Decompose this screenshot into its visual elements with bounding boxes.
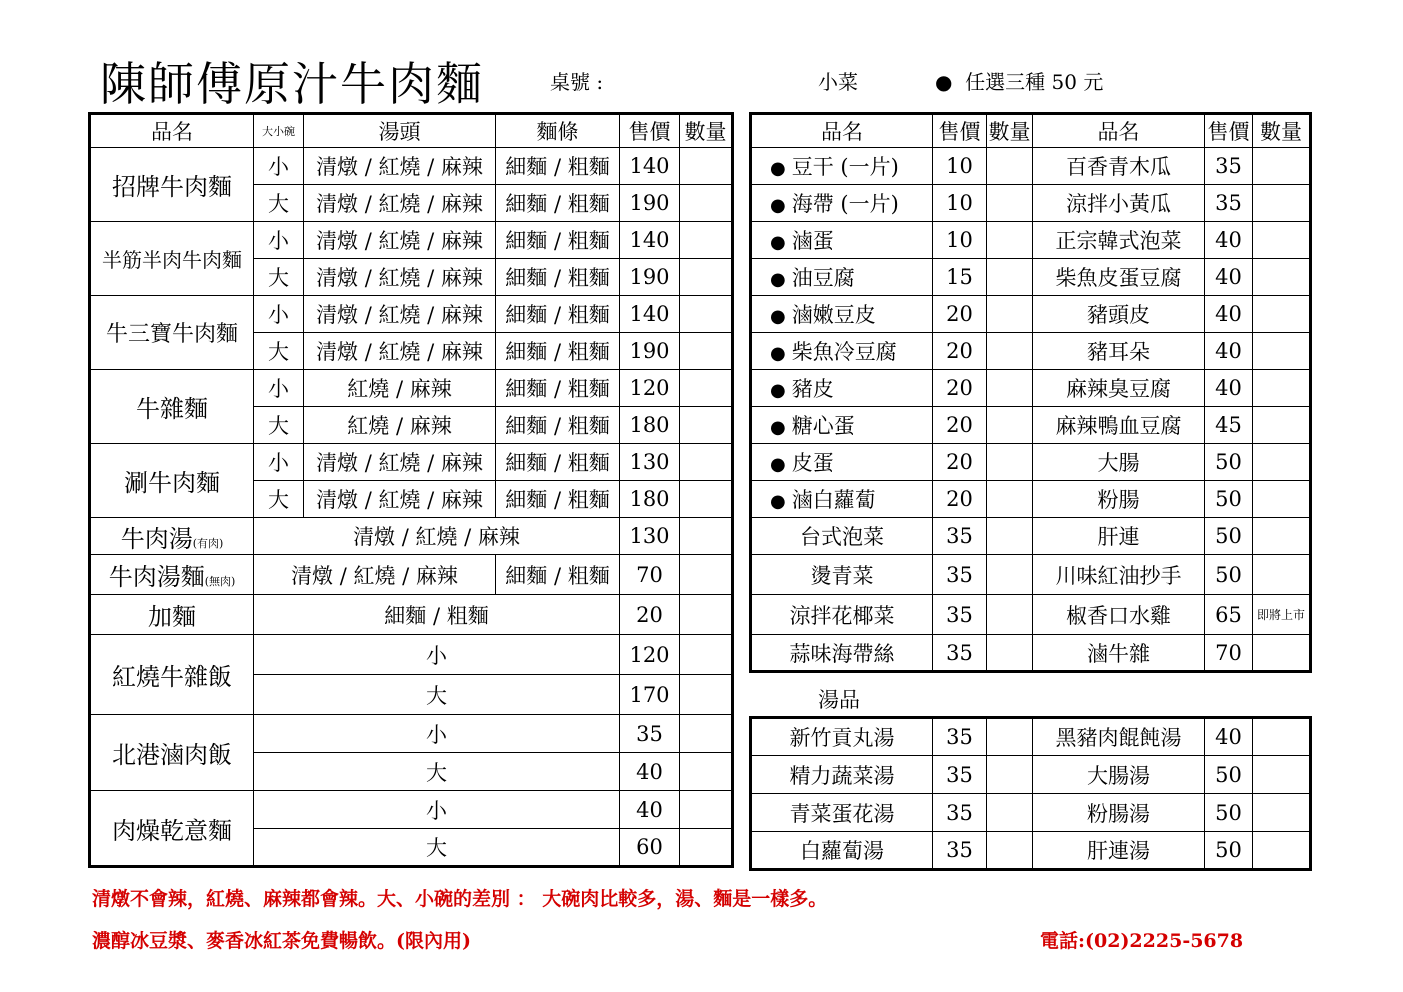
noodle-options: 細麵 / 粗麵 [496, 259, 620, 296]
price: 20 [933, 333, 987, 370]
price: 190 [620, 259, 680, 296]
size-large: 大 [254, 481, 304, 518]
size-small: 小 [254, 635, 620, 675]
item-name: ● 柴魚冷豆腐 [751, 333, 933, 370]
item-name: 肝連湯 [1033, 832, 1205, 870]
item-name: 涼拌花椰菜 [751, 595, 933, 635]
footer-phone: 電話:(02)2225-5678 [1040, 930, 1244, 952]
price: 20 [933, 444, 987, 481]
qty-cell[interactable] [987, 718, 1033, 756]
price: 35 [933, 756, 987, 794]
price: 140 [620, 222, 680, 259]
bullet-icon: ● [770, 417, 786, 438]
price: 20 [933, 370, 987, 407]
price: 190 [620, 333, 680, 370]
item-name: 粉腸湯 [1033, 794, 1205, 832]
size-small: 小 [254, 715, 620, 753]
item-name: ● 豬皮 [751, 370, 933, 407]
qty-cell[interactable] [987, 148, 1033, 185]
header-price: 售價 [933, 114, 987, 148]
qty-cell[interactable] [987, 222, 1033, 259]
price: 180 [620, 407, 680, 444]
bullet-icon: ● [770, 158, 786, 179]
price: 35 [933, 595, 987, 635]
price: 35 [933, 794, 987, 832]
soups-body [751, 718, 1311, 870]
qty-cell[interactable] [987, 794, 1033, 832]
size-large: 大 [254, 675, 620, 715]
qty-cell[interactable] [1253, 407, 1311, 444]
size-small: 小 [254, 222, 304, 259]
item-name: 紅燒牛雜飯 [90, 635, 254, 715]
side-offer: ● 任選三種 50 元 [935, 70, 1104, 94]
price: 20 [933, 481, 987, 518]
qty-cell[interactable] [680, 222, 733, 259]
noodle-options: 細麵 / 粗麵 [496, 481, 620, 518]
qty-cell[interactable] [1253, 444, 1311, 481]
table-row [751, 222, 1311, 259]
restaurant-title: 陳師傅原汁牛肉麵 [100, 57, 484, 111]
price: 120 [620, 370, 680, 407]
table-row [90, 555, 733, 595]
price: 60 [620, 829, 680, 867]
item-name: 半筋半肉牛肉麵 [90, 222, 254, 296]
qty-cell[interactable] [680, 148, 733, 185]
table-row [751, 333, 1311, 370]
qty-cell[interactable] [680, 753, 733, 791]
price: 10 [933, 185, 987, 222]
header-qty: 數量 [987, 114, 1033, 148]
coming-soon-note: 即將上市 [1256, 607, 1305, 622]
qty-cell[interactable] [680, 444, 733, 481]
item-name: 牛肉湯(有肉) [90, 518, 254, 555]
qty-cell[interactable] [987, 555, 1033, 595]
price: 50 [1205, 444, 1253, 481]
header-price: 售價 [1205, 114, 1253, 148]
price: 35 [933, 635, 987, 672]
item-name: 豬頭皮 [1033, 296, 1205, 333]
table-row [90, 791, 733, 829]
qty-cell[interactable] [1253, 794, 1311, 832]
price: 10 [933, 148, 987, 185]
soups-table [749, 716, 1312, 871]
qty-cell[interactable] [680, 595, 733, 635]
price: 35 [933, 832, 987, 870]
item-name: ● 糖心蛋 [751, 407, 933, 444]
table-row [751, 185, 1311, 222]
item-name: ● 滷蛋 [751, 222, 933, 259]
price: 20 [933, 296, 987, 333]
qty-cell[interactable] [987, 481, 1033, 518]
noodle-options: 細麵 / 粗麵 [496, 222, 620, 259]
item-name: 肉燥乾意麵 [90, 791, 254, 867]
qty-cell[interactable] [987, 635, 1033, 672]
qty-cell[interactable] [1253, 222, 1311, 259]
item-name: 黑豬肉餛飩湯 [1033, 718, 1205, 756]
qty-cell[interactable] [1253, 718, 1311, 756]
header-bowl: 大小碗 [254, 114, 304, 148]
table-row [751, 370, 1311, 407]
qty-cell[interactable] [680, 791, 733, 829]
qty-cell[interactable] [1253, 296, 1311, 333]
item-name: ● 皮蛋 [751, 444, 933, 481]
noodle-menu-table [88, 112, 734, 868]
qty-cell[interactable] [1253, 185, 1311, 222]
size-large: 大 [254, 259, 304, 296]
qty-cell[interactable] [1253, 595, 1311, 635]
soup-options: 清燉 / 紅燒 / 麻辣 [304, 444, 496, 481]
table-row [90, 370, 733, 407]
qty-cell[interactable] [680, 555, 733, 595]
price: 50 [1205, 832, 1253, 870]
table-row [751, 259, 1311, 296]
soup-options: 清燉 / 紅燒 / 麻辣 [304, 481, 496, 518]
header-qty: 數量 [1253, 114, 1311, 148]
price: 40 [1205, 259, 1253, 296]
bullet-icon: ● [770, 454, 786, 475]
item-name: ● 油豆腐 [751, 259, 933, 296]
soup-options: 清燉 / 紅燒 / 麻辣 [304, 222, 496, 259]
item-name: ● 豆干 (一片) [751, 148, 933, 185]
price: 140 [620, 148, 680, 185]
price: 20 [620, 595, 680, 635]
noodle-options: 細麵 / 粗麵 [496, 148, 620, 185]
qty-cell[interactable] [680, 518, 733, 555]
qty-cell[interactable] [1253, 555, 1311, 595]
price: 50 [1205, 481, 1253, 518]
qty-cell[interactable] [987, 756, 1033, 794]
qty-cell[interactable] [680, 481, 733, 518]
item-name: 滷牛雜 [1033, 635, 1205, 672]
bullet-icon: ● [770, 343, 786, 364]
table-row [90, 296, 733, 333]
item-name: 加麵 [90, 595, 254, 635]
item-name: 百香青木瓜 [1033, 148, 1205, 185]
side-dishes-table [749, 112, 1312, 673]
soup-options: 清燉 / 紅燒 / 麻辣 [304, 259, 496, 296]
item-name: 白蘿蔔湯 [751, 832, 933, 870]
price: 40 [620, 791, 680, 829]
table-row [90, 715, 733, 753]
noodle-options: 細麵 / 粗麵 [496, 370, 620, 407]
price: 35 [933, 718, 987, 756]
table-row [90, 635, 733, 675]
qty-cell[interactable] [1253, 333, 1311, 370]
table-row [90, 518, 733, 555]
soups-label: 湯品 [818, 688, 860, 712]
price: 65 [1205, 595, 1253, 635]
size-large: 大 [254, 185, 304, 222]
bullet-icon: ● [935, 70, 953, 94]
noodle-options: 細麵 / 粗麵 [496, 185, 620, 222]
item-name: 北港滷肉飯 [90, 715, 254, 791]
qty-cell[interactable] [1253, 518, 1311, 555]
price: 35 [933, 518, 987, 555]
qty-cell[interactable] [987, 259, 1033, 296]
price: 130 [620, 518, 680, 555]
price: 180 [620, 481, 680, 518]
table-row [751, 148, 1311, 185]
price: 50 [1205, 794, 1253, 832]
side-dishes-label: 小菜 [818, 70, 858, 94]
qty-cell[interactable] [987, 185, 1033, 222]
item-name: 青菜蛋花湯 [751, 794, 933, 832]
price: 50 [1205, 518, 1253, 555]
qty-cell[interactable] [1253, 635, 1311, 672]
price: 40 [1205, 370, 1253, 407]
price: 40 [620, 753, 680, 791]
size-small: 小 [254, 148, 304, 185]
footer-note-spicy: 清燉不會辣，紅燒、麻辣都會辣。大、小碗的差別 ： 大碗肉比較多，湯、麵是一樣多。 [92, 888, 828, 910]
price: 40 [1205, 718, 1253, 756]
side-dishes-body [751, 148, 1311, 672]
header-name: 品名 [1033, 114, 1205, 148]
footer-note-drinks: 濃醇冰豆漿、麥香冰紅茶免費暢飲。(限內用) [92, 930, 471, 952]
qty-cell[interactable] [987, 444, 1033, 481]
table-header [751, 114, 1311, 148]
item-name: ● 海帶 (一片) [751, 185, 933, 222]
qty-cell[interactable] [680, 370, 733, 407]
table-row [90, 148, 733, 185]
item-name: 涼拌小黃瓜 [1033, 185, 1205, 222]
soup-options: 清燉 / 紅燒 / 麻辣 [254, 518, 620, 555]
item-name: 肝連 [1033, 518, 1205, 555]
qty-cell[interactable] [680, 296, 733, 333]
price: 15 [933, 259, 987, 296]
bullet-icon: ● [770, 306, 786, 327]
qty-cell[interactable] [987, 518, 1033, 555]
item-note: (有肉) [192, 536, 224, 550]
qty-cell[interactable] [1253, 832, 1311, 870]
price: 120 [620, 635, 680, 675]
price: 35 [620, 715, 680, 753]
price: 10 [933, 222, 987, 259]
soup-options: 清燉 / 紅燒 / 麻辣 [304, 148, 496, 185]
table-row [751, 595, 1311, 635]
price: 40 [1205, 222, 1253, 259]
table-row [751, 832, 1311, 870]
price: 40 [1205, 296, 1253, 333]
item-name: 豬耳朵 [1033, 333, 1205, 370]
item-name: 新竹貢丸湯 [751, 718, 933, 756]
header-noodle: 麵條 [496, 114, 620, 148]
price: 70 [1205, 635, 1253, 672]
bullet-icon: ● [770, 195, 786, 216]
item-name: 粉腸 [1033, 481, 1205, 518]
bullet-icon: ● [770, 232, 786, 253]
price: 170 [620, 675, 680, 715]
soup-options: 紅燒 / 麻辣 [304, 370, 496, 407]
price: 35 [933, 555, 987, 595]
qty-cell[interactable] [1253, 148, 1311, 185]
qty-cell[interactable] [987, 407, 1033, 444]
qty-cell[interactable] [987, 296, 1033, 333]
item-name: ● 滷嫩豆皮 [751, 296, 933, 333]
table-row [751, 635, 1311, 672]
item-name: 柴魚皮蛋豆腐 [1033, 259, 1205, 296]
price: 35 [1205, 185, 1253, 222]
soup-options: 清燉 / 紅燒 / 麻辣 [254, 555, 496, 595]
size-large: 大 [254, 407, 304, 444]
qty-cell[interactable] [680, 333, 733, 370]
qty-cell[interactable] [987, 595, 1033, 635]
table-row [90, 595, 733, 635]
size-small: 小 [254, 370, 304, 407]
qty-cell[interactable] [680, 635, 733, 675]
table-row [751, 718, 1311, 756]
size-small: 小 [254, 791, 620, 829]
item-name: 麻辣鴨血豆腐 [1033, 407, 1205, 444]
size-small: 小 [254, 296, 304, 333]
noodle-options: 細麵 / 粗麵 [496, 444, 620, 481]
header-qty: 數量 [680, 114, 733, 148]
table-row [751, 794, 1311, 832]
price: 70 [620, 555, 680, 595]
item-name: 大腸湯 [1033, 756, 1205, 794]
soup-options: 清燉 / 紅燒 / 麻辣 [304, 296, 496, 333]
qty-cell[interactable] [1253, 481, 1311, 518]
item-note: (無肉) [204, 575, 236, 588]
size-large: 大 [254, 829, 620, 867]
header-soup: 湯頭 [304, 114, 496, 148]
bullet-icon: ● [770, 380, 786, 401]
qty-cell[interactable] [680, 185, 733, 222]
table-row [751, 555, 1311, 595]
soup-options: 清燉 / 紅燒 / 麻辣 [304, 333, 496, 370]
price: 190 [620, 185, 680, 222]
size-large: 大 [254, 333, 304, 370]
qty-cell[interactable] [987, 333, 1033, 370]
qty-cell[interactable] [680, 259, 733, 296]
bullet-icon: ● [770, 269, 786, 290]
table-row [751, 756, 1311, 794]
noodle-options: 細麵 / 粗麵 [496, 407, 620, 444]
table-row [751, 444, 1311, 481]
qty-cell[interactable] [680, 829, 733, 867]
header-name: 品名 [751, 114, 933, 148]
item-name: 燙青菜 [751, 555, 933, 595]
noodle-options: 細麵 / 粗麵 [496, 333, 620, 370]
price: 35 [1205, 148, 1253, 185]
price: 50 [1205, 555, 1253, 595]
noodle-options: 細麵 / 粗麵 [496, 555, 620, 595]
table-header [90, 114, 733, 148]
qty-cell[interactable] [680, 675, 733, 715]
soup-options: 清燉 / 紅燒 / 麻辣 [304, 185, 496, 222]
item-name: 大腸 [1033, 444, 1205, 481]
price: 20 [933, 407, 987, 444]
table-row [751, 481, 1311, 518]
table-row [90, 444, 733, 481]
item-name: 牛肉湯麵(無肉) [90, 555, 254, 595]
price: 130 [620, 444, 680, 481]
item-name: 招牌牛肉麵 [90, 148, 254, 222]
header-price: 售價 [620, 114, 680, 148]
item-name: ● 滷白蘿蔔 [751, 481, 933, 518]
item-name: 蒜味海帶絲 [751, 635, 933, 672]
price: 140 [620, 296, 680, 333]
table-row [751, 518, 1311, 555]
bullet-icon: ● [770, 491, 786, 512]
item-name: 正宗韓式泡菜 [1033, 222, 1205, 259]
size-small: 小 [254, 444, 304, 481]
qty-cell[interactable] [1253, 370, 1311, 407]
item-name: 椒香口水雞 [1033, 595, 1205, 635]
qty-cell[interactable] [680, 407, 733, 444]
qty-cell[interactable] [987, 370, 1033, 407]
table-row [751, 296, 1311, 333]
soup-options: 紅燒 / 麻辣 [304, 407, 496, 444]
noodle-options: 細麵 / 粗麵 [254, 595, 620, 635]
table-number-label: 桌號 : [550, 70, 604, 94]
item-name: 牛三寶牛肉麵 [90, 296, 254, 370]
price: 50 [1205, 756, 1253, 794]
size-large: 大 [254, 753, 620, 791]
item-name: 精力蔬菜湯 [751, 756, 933, 794]
table-row [751, 407, 1311, 444]
noodle-options: 細麵 / 粗麵 [496, 296, 620, 333]
header-name: 品名 [90, 114, 254, 148]
qty-cell[interactable] [1253, 756, 1311, 794]
qty-cell[interactable] [1253, 259, 1311, 296]
item-name: 川味紅油抄手 [1033, 555, 1205, 595]
item-name: 牛雜麵 [90, 370, 254, 444]
qty-cell[interactable] [987, 832, 1033, 870]
price: 40 [1205, 333, 1253, 370]
item-name: 台式泡菜 [751, 518, 933, 555]
item-name: 涮牛肉麵 [90, 444, 254, 518]
qty-cell[interactable] [680, 715, 733, 753]
price: 45 [1205, 407, 1253, 444]
table-row [90, 222, 733, 259]
item-name: 麻辣臭豆腐 [1033, 370, 1205, 407]
